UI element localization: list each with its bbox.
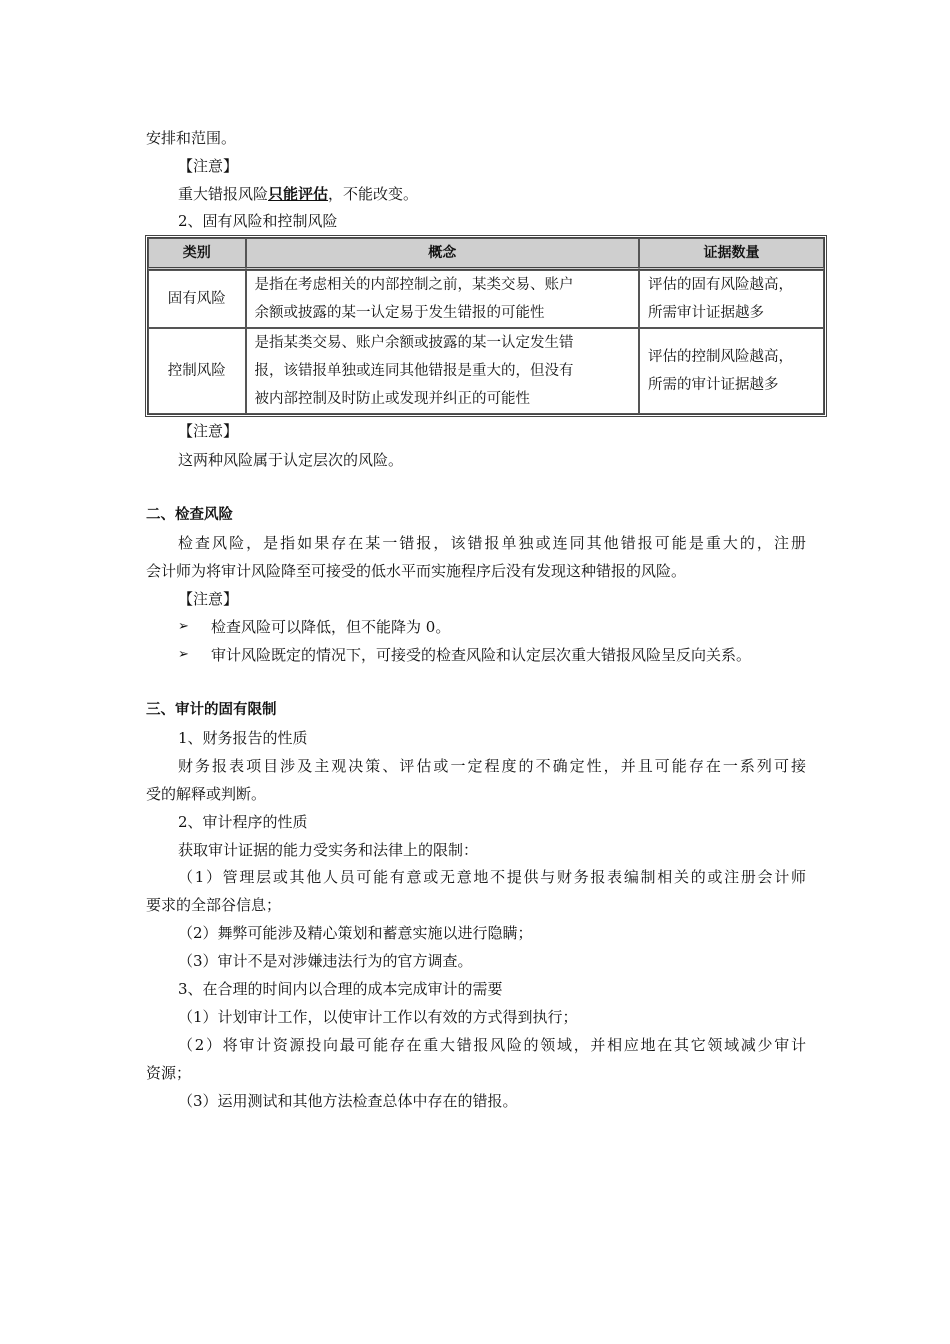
- table-header-row: [148, 238, 824, 270]
- list-item: （1）管理层或其他人员可能有意或无意地不提供与财务报表编制相关的或注册会计师: [178, 868, 806, 886]
- paragraph-line: 检查风险，是指如果存在某一错报，该错报单独或连同其他错报可能是重大的，注册: [178, 534, 806, 552]
- subheading: 2、审计程序的性质: [178, 813, 308, 831]
- evidence-line: 评估的控制风险越高，: [647, 349, 793, 365]
- concept-line: 是指在考虑相关的内部控制之前，某类交易、账户: [254, 277, 574, 293]
- list-item-continuation: 要求的全部谷信息；: [146, 896, 282, 914]
- note-text-suffix: ，不能改变。: [328, 185, 419, 203]
- risk-table: [145, 235, 827, 417]
- section-heading: 三、审计的固有限制: [146, 702, 277, 718]
- subheading: 3、在合理的时间内以合理的成本完成审计的需要: [178, 980, 503, 998]
- paragraph-line: 财务报表项目涉及主观决策、评估或一定程度的不确定性，并且可能存在一系列可接: [178, 757, 806, 775]
- paragraph-line: 会计师为将审计风险降至可接受的低水平而实施程序后没有发现这种错报的风险。: [146, 562, 687, 580]
- row-evidence: [639, 270, 824, 328]
- row-category: 控制风险: [148, 328, 246, 414]
- row-concept: [246, 328, 639, 414]
- subheading: 2、固有风险和控制风险: [178, 212, 338, 230]
- note-text: 这两种风险属于认定层次的风险。: [178, 451, 404, 469]
- row-evidence: [639, 328, 824, 414]
- concept-line: 报，该错报单独或连同其他错报是重大的，但没有: [254, 363, 574, 379]
- section-heading: 二、检查风险: [146, 507, 233, 523]
- note-label: 【注意】: [178, 590, 239, 608]
- note-emphasis: 只能评估: [268, 185, 329, 203]
- table-header-concept: 概念: [246, 238, 639, 270]
- bullet-arrow-icon: ➢: [178, 619, 189, 634]
- row-concept: [246, 270, 639, 328]
- bullet-item: 审计风险既定的情况下，可接受的检查风险和认定层次重大错报风险呈反向关系。: [211, 646, 752, 664]
- table-header-evidence: 证据数量: [639, 238, 824, 270]
- note-text: [178, 184, 418, 204]
- list-item: （2）舞弊可能涉及精心策划和蓄意实施以进行隐瞒；: [178, 924, 533, 942]
- note-text-prefix: 重大错报风险: [178, 185, 269, 203]
- subheading: 1、财务报告的性质: [178, 729, 308, 747]
- bullet-arrow-icon: ➢: [178, 647, 189, 662]
- table-header-category: 类别: [148, 238, 246, 270]
- list-item-continuation: 资源；: [146, 1064, 192, 1082]
- list-item: （3）运用测试和其他方法检查总体中存在的错报。: [178, 1092, 518, 1110]
- note-label: 【注意】: [178, 157, 239, 175]
- evidence-line: 所需审计证据越多: [647, 305, 764, 321]
- row-category: 固有风险: [148, 270, 246, 328]
- paragraph-line: 受的解释或判断。: [146, 785, 267, 803]
- evidence-line: 评估的固有风险越高，: [647, 277, 793, 293]
- intro-line: 安排和范围。: [146, 129, 237, 147]
- evidence-line: 所需的审计证据越多: [647, 377, 779, 393]
- table-row: [148, 270, 824, 328]
- list-item: （1）计划审计工作，以使审计工作以有效的方式得到执行；: [178, 1008, 578, 1026]
- list-item: （2）将审计资源投向最可能存在重大错报风险的领域，并相应地在其它领域减少审计: [178, 1036, 806, 1054]
- table-row: [148, 328, 824, 414]
- paragraph-line: 获取审计证据的能力受实务和法律上的限制：: [178, 841, 479, 859]
- concept-line: 是指某类交易、账户余额或披露的某一认定发生错: [254, 335, 574, 351]
- bullet-item: 检查风险可以降低，但不能降为 0。: [211, 618, 451, 636]
- concept-line: 被内部控制及时防止或发现并纠正的可能性: [254, 391, 531, 407]
- concept-line: 余额或披露的某一认定易于发生错报的可能性: [254, 305, 545, 321]
- note-label: 【注意】: [178, 422, 239, 440]
- list-item: （3）审计不是对涉嫌违法行为的官方调查。: [178, 952, 473, 970]
